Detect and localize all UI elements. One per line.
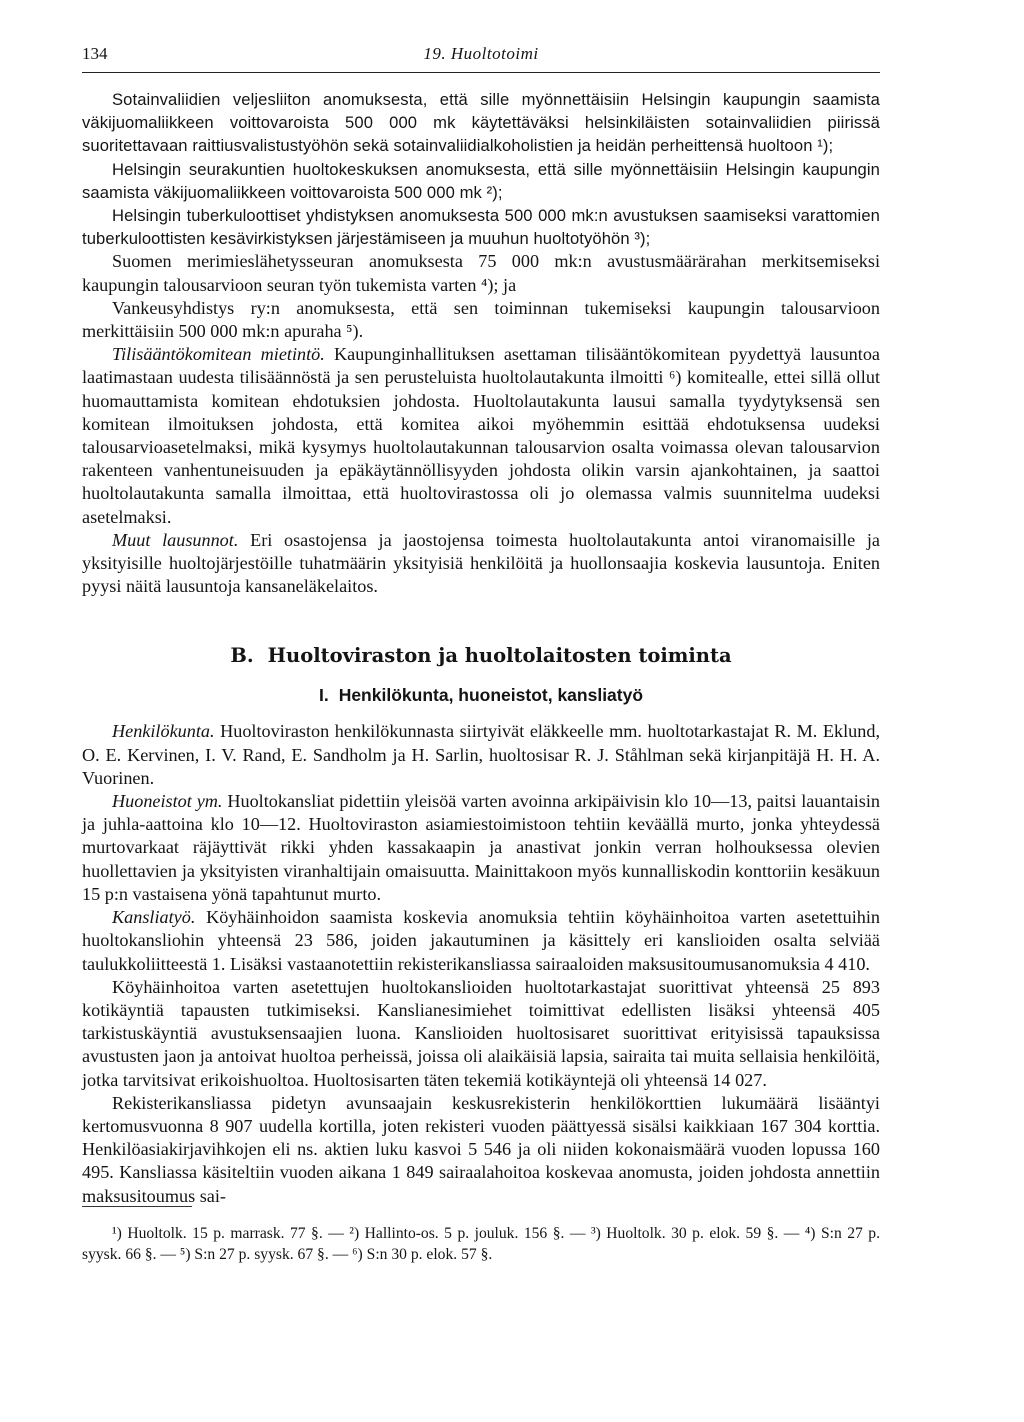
paragraph-q1 <box>82 720 880 790</box>
bottom-paragraphs <box>82 720 880 1207</box>
paragraph-text: Helsingin tuberkuloottiset yhdistyksen anomuksesta 500 000 mk:n avustuksen saamiseksi varattomien tuberkuloottisten kesävirkistyksen järjestämiseen ja muuhun huoltotyöhön ³); <box>82 206 880 249</box>
paragraph-lead: Huoneistot ym. <box>112 791 223 812</box>
top-paragraphs <box>82 88 880 598</box>
paragraph-text: Huoltokansliat pidettiin yleisöä varten avoinna arkipäivisin klo 10—13, paitsi lauantaisin ja juhla-aattoina klo 10—12. Huoltoviraston asiamiestoimistoon tehtiin keväällä murto, jonka yhteydessä murtovarkaat räjäyttivät rikki yhden kassakaapin ja anastivat jonkin verran holhouksessa olevien huollettavien ja yksityisten viranhaltijain omaisuutta. Mainittakoon myös kunnalliskodin konttoriin kesäkuun 15 p:n vastaisena yönä tapahtunut murto. <box>82 791 880 904</box>
footnote-rule <box>82 1206 192 1207</box>
paragraph-p7 <box>82 529 880 599</box>
paragraph-lead: Henkilökunta. <box>112 721 215 742</box>
footnote-text: ¹) Huoltolk. 15 p. marrask. 77 §. — ²) Hallinto-os. 5 p. jouluk. 156 §. — ³) Huoltolk. 30 p. elok. 59 §. — ⁴) S:n 27 p. syysk. 66 §. — ⁵) S:n 27 p. syysk. 67 §. — ⁶) S:n 30 p. elok. 57 §. <box>82 1225 880 1263</box>
footnotes <box>82 1224 880 1265</box>
paragraph-text: Kaupunginhallituksen asettaman tilisääntökomitean pyydettyä lausuntoa laatimastaan uudesta tilisäännöstä ja sen perusteluista huoltolautakunta ilmoitti ⁶) komitealle, ettei sillä ollut huomauttamista komitean ehdotuksien johdosta. Huoltolautakunta lausui samalla tyydytyksensä sen komitean ilmoituksen johdosta, että komitea aikoi myöhemmin esittää ehdotuksensa uudeksi talousarvioasetelmaksi, mikä kysymys huoltolautakunnan talousarvion osalta voimassa olevan talousarvion rakenteen vanhentuneisuuden ja epäkäytännöllisyyden johdosta olikin varsin ajankohtainen, ja saattoi huoltolautakunta samalla ilmoittaa, että huoltovirastossa oli jo olemassa valmis suunnitelma uudeksi asetelmaksi. <box>82 344 880 527</box>
running-head: 19. Huoltotoimi <box>423 44 539 63</box>
paragraph-lead: Tilisääntökomitean mietintö. <box>112 344 325 365</box>
paragraph-q4 <box>82 976 880 1092</box>
section-b-letter: B. <box>230 644 254 668</box>
paragraph-p6 <box>82 343 880 529</box>
paragraph-lead: Kansliatyö. <box>112 907 196 928</box>
header-rule <box>82 72 880 73</box>
paragraph-text: Huoltoviraston henkilökunnasta siirtyivät eläkkeelle mm. huoltotarkastajat R. M. Eklund, O. E. Kervinen, I. V. Rand, E. Sandholm ja H. Sarlin, huoltosisar R. J. Ståhlman sekä kirjanpitäjä H. H. A. Vuorinen. <box>82 721 880 788</box>
paragraph-q2 <box>82 790 880 906</box>
paragraph-text: Rekisterikansliassa pidetyn avunsaajain keskusrekisterin henkilökorttien lukumäärä lisääntyi kertomusvuonna 8 907 uudella kortilla, joten rekisteri vuoden päättyessä sisälsi kaikkiaan 167 304 korttia. Henkilöasiakirjavihkojen eli ns. aktien luku kasvoi 5 546 ja oli niiden kokonaismäärä vuoden lopussa 160 495. Kansliassa käsiteltiin vuoden aikana 1 849 sairaalahoitoa koskevaa anomusta, joiden johdosta annettiin maksusitoumus sai- <box>82 1092 880 1206</box>
paragraph-lead: Muut lausunnot. <box>112 529 239 550</box>
section-1-heading <box>82 685 880 706</box>
paragraph-text: Vankeusyhdistys ry:n anomuksesta, että sen toiminnan tukemiseksi kaupungin talousarvioon merkittäisiin 500 000 mk:n apuraha ⁵). <box>82 297 880 342</box>
paragraph-p5 <box>82 297 880 343</box>
paragraph-text: Helsingin seurakuntien huoltokeskuksen anomuksesta, että sille myönnettäisiin Helsingin kaupungin saamista väkijuomaliikkeen voittovaroista 500 000 mk ²); <box>82 159 880 202</box>
paragraph-p1 <box>82 88 880 158</box>
section-b-heading <box>82 644 880 667</box>
section-1-number: I. <box>318 685 329 706</box>
paragraph-text: Köyhäinhoitoa varten asetettujen huoltokanslioiden huoltotarkastajat suorittivat yhteensä 25 893 kotikäyntiä tapausten tutkimiseksi. Kanslianesimiehet toimittivat edellisten lisäksi yhteensä 405 tarkistuskäyntiä avustuksensaajien luona. Kanslioiden huoltosisaret suorittivat erityisissä tapauksissa avustusten jaon ja antoivat huoltoa perheissä, joissa oli alaikäisiä lapsia, sairaita tai muita sellaisia henkilöitä, jotka tarvitsivat erikoishuoltoa. Huoltosisarten täten tekemiä kotikäyntejä oli yhteensä 14 027. <box>82 976 880 1090</box>
page-header <box>82 42 880 72</box>
paragraph-q3 <box>82 906 880 976</box>
paragraph-q5 <box>82 1092 880 1208</box>
paragraph-text: Suomen merimieslähetysseuran anomuksesta 75 000 mk:n avustusmäärärahan merkitsemiseksi kaupungin talousarvioon seuran työn tukemista varten ⁴); ja <box>82 251 880 295</box>
section-1-title: Henkilökunta, huoneistot, kansliatyö <box>338 685 644 706</box>
paragraph-text: Köyhäinhoidon saamista koskevia anomuksia tehtiin köyhäinhoitoa varten asetettuihin huoltokansliohin yhteensä 23 586, joiden jakautuminen ja käsittely eri kanslioiden osalta selviää taulukkoliitteestä 1. Lisäksi vastaanotettiin rekisterikansliassa sairaaloiden maksusitoumusanomuksia 4 410. <box>82 907 880 974</box>
paragraph-p4 <box>82 250 880 296</box>
paragraph-text: Sotainvaliidien veljesliiton anomuksesta, että sille myönnettäisiin Helsingin kaupungin saamista väkijuomaliikkeen voittovaroista 500 000 mk käytettäväksi helsinkiläisten sotainvaliidien piirissä suoritettavaan raittiusvalistustyöhön sekä sotainvaliidialkoholistien ja heidän perheittensä huoltoon ¹); <box>82 90 880 156</box>
section-b-title: Huoltoviraston ja huoltolaitosten toiminta <box>267 644 732 668</box>
paragraph-p3 <box>82 204 880 250</box>
page-body <box>82 88 880 1208</box>
page-number: 134 <box>82 44 108 63</box>
paragraph-p2 <box>82 158 880 204</box>
paragraph-text: Eri osastojensa ja jaostojensa toimesta huoltolautakunta antoi viranomaisille ja yksityisille huoltojärjestöille tuhatmäärin yksityisiä henkilöitä ja huollonsaajia koskevia lausuntoja. Eniten pyysi näitä lausuntoja kansaneläkelaitos. <box>82 529 881 597</box>
